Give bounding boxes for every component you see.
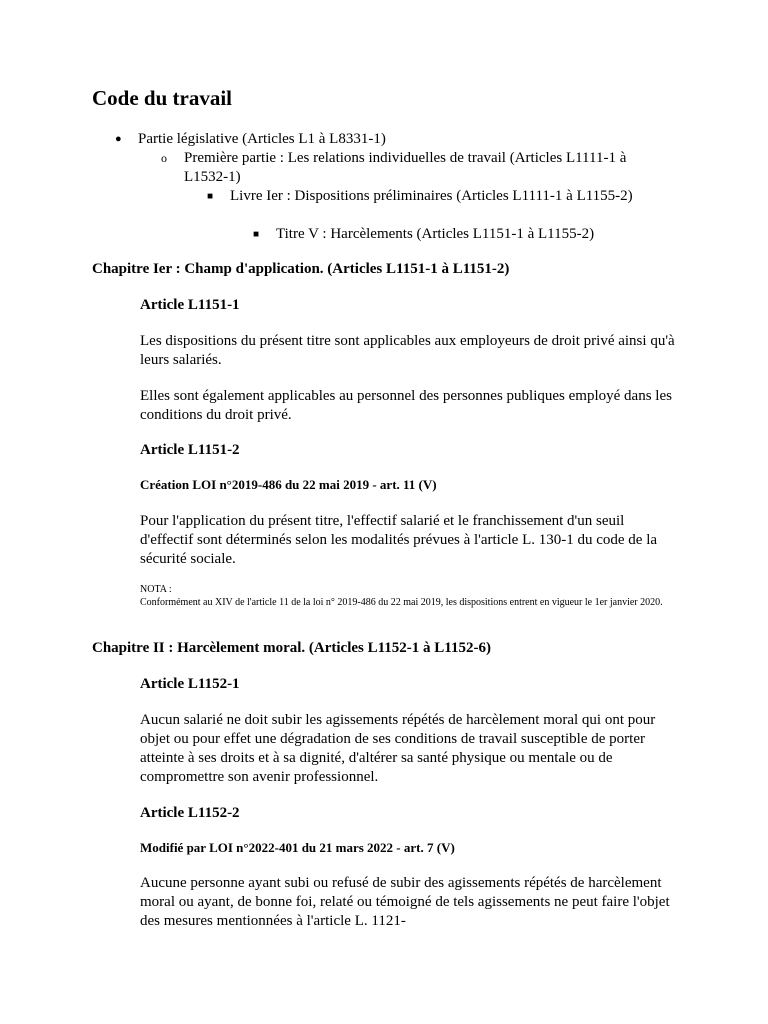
chapter-title: Chapitre II : Harcèlement moral. (Articles L1152-1 à L1152-6) [92, 640, 491, 656]
article-modification-note[interactable]: Création LOI n°2019-486 du 22 mai 2019 - art. 11 (V) [140, 477, 437, 492]
breadcrumb-level-2[interactable] [161, 149, 644, 187]
nota-text: Conformément au XIV de l'article 11 de la loi n° 2019-486 du 22 mai 2019, les dispositions entrent en vigueur le 1er janvier 2020. [140, 597, 663, 608]
article-title: Article L1151-1 [140, 297, 240, 313]
article-title: Article L1152-2 [140, 805, 240, 821]
breadcrumb-level-4[interactable] [253, 225, 696, 244]
article-title: Article L1152-1 [140, 676, 240, 692]
bullet-circle-icon: o [161, 151, 167, 165]
breadcrumb-level-1[interactable] [115, 130, 458, 149]
breadcrumb-level-3[interactable] [207, 187, 650, 206]
article-paragraph: Elles sont également applicables au personnel des personnes publiques employé dans les conditions du droit privé. [140, 388, 672, 423]
bullet-square-icon: ■ [253, 229, 260, 240]
article-paragraph: Aucune personne ayant subi ou refusé de subir des agissements répétés de harcèlement moral ou ayant, de bonne foi, relaté ou témoigné de tels agissements ne peut faire l'objet des mesures mentionnées à l'article L. 1121- [140, 875, 670, 929]
breadcrumb-premiere-partie[interactable]: Première partie : Les relations individuelles de travail (Articles L1111-1 à L1532-1) [184, 150, 627, 185]
breadcrumb-livre-1[interactable]: Livre Ier : Dispositions préliminaires (Articles L1111-1 à L1155-2) [230, 188, 633, 204]
document-title: Code du travail [92, 86, 233, 110]
nota-label: NOTA : [140, 584, 172, 595]
bullet-square-icon: ■ [207, 191, 214, 202]
article-paragraph: Les dispositions du présent titre sont applicables aux employeurs de droit privé ainsi qu'à leurs salariés. [140, 333, 675, 368]
bullet-disc-icon: ● [115, 133, 122, 145]
article-paragraph: Pour l'application du présent titre, l'effectif salarié et le franchissement d'un seuil d'effectif sont déterminés selon les modalités prévues à l'article L. 130-1 du code de la sécurité sociale. [140, 513, 658, 567]
breadcrumb-titre-5[interactable]: Titre V : Harcèlements (Articles L1151-1 à L1155-2) [276, 226, 595, 242]
article-modification-note[interactable]: Modifié par LOI n°2022-401 du 21 mars 2022 - art. 7 (V) [140, 840, 455, 855]
article-paragraph: Aucun salarié ne doit subir les agissements répétés de harcèlement moral qui ont pour objet ou pour effet une dégradation de ses conditions de travail susceptible de porter atteinte à ses droits et à sa dignité, d'altérer sa santé physique ou mentale ou de compromettre son avenir professionnel. [140, 712, 656, 785]
chapter-title: Chapitre Ier : Champ d'application. (Articles L1151-1 à L1151-2) [92, 261, 510, 277]
breadcrumb-partie-legislative[interactable]: Partie législative (Articles L1 à L8331-1) [138, 131, 386, 147]
article-title: Article L1151-2 [140, 442, 240, 458]
